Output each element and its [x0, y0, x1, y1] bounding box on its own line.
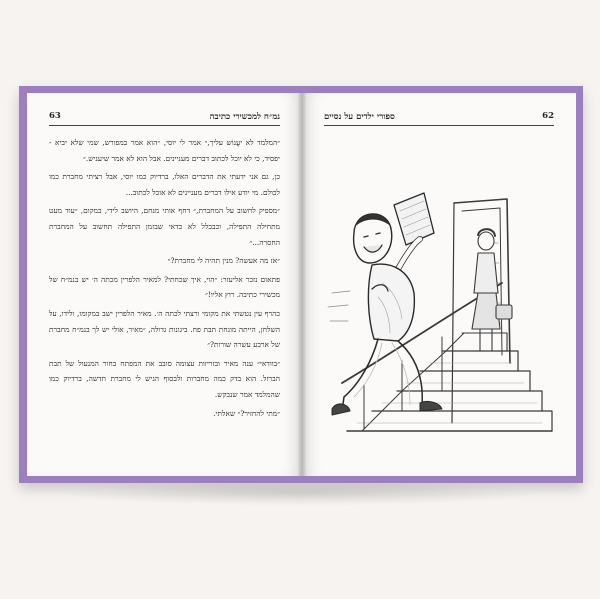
left-page: [27, 93, 302, 476]
right-running-title: ספורי ילדים על נסיים: [324, 112, 395, 122]
paragraph: פתאום נזכר אליעזר: ״הוי, איך שכחתי? למאיר הלפרין מכתה ה׳ יש בנמ״ח של מכשירי כתיבה. רוץ אליו!״: [49, 274, 280, 300]
right-page-number: 62: [542, 111, 554, 121]
book-gutter: [298, 93, 306, 476]
left-page-number: 63: [49, 111, 61, 121]
paragraph: ״אז מה אעשה? מנין תהיה לי מחברת?״: [167, 256, 280, 266]
boy-running-illustration: [302, 93, 576, 476]
left-running-title: נמ״ח למכשירי כתיבה: [209, 112, 280, 122]
book-shadow: [60, 480, 540, 506]
left-body-text: [49, 135, 280, 424]
paragraph: ״מספיק לחשוב על המחברת,״ דחף אותי מנחם, היושב לידי, במקום, ״עוד מעט מתחילה התפילה, וכבכלל לא כדאי שבזמן התפילה תחשוב על המחברת החסרה...״: [49, 206, 280, 247]
paragraph: ״מתי להחזיר?״ שאלתי.: [213, 408, 280, 418]
left-head-rule: [49, 125, 280, 126]
right-page: [302, 93, 576, 476]
paragraph: ״המלמד לא יעֲנוֹש עליך,״ אמר לי יוסי, ״הוא אמר במפורש, שמי שלא יביא - יפסיד, כי לא יוכל לכתוב דברים מעניינים. אבל הוא לא אמר שיעניש.״: [49, 138, 280, 163]
paragraph: כהרף עין נטשתי את מקומי ורצתי לכתה ה׳. מאיר הלפרין ישב במקומו, ולידו, על השלחן, הייתה מונחת תבת פח. ביגונות גדולה, ״מאיר, אולי יש לך בנמ״ח מחברת של ארבע עשרה שורות?״: [49, 308, 280, 350]
left-running-head: [49, 111, 280, 125]
paragraph: ״בוודאי״ ענה מאיר ובזריזות עצומה סובב את המפתח בחור המנעול של תבת הברזל. הוא בדק כמה מחברות ולבסוף הגיש לי מחברת חדשה, ברדיוק כמו שהמלמד אמר שנבקש.: [49, 358, 280, 399]
paragraph: כן, גם אני ידעתי את הדברים האלו, ברדיוק כמו יוסי, אבל רציתי מחברת כמו לכולם. מי יודע אילו דברים מעניינים לא אוכל לכתוב...: [49, 172, 280, 197]
